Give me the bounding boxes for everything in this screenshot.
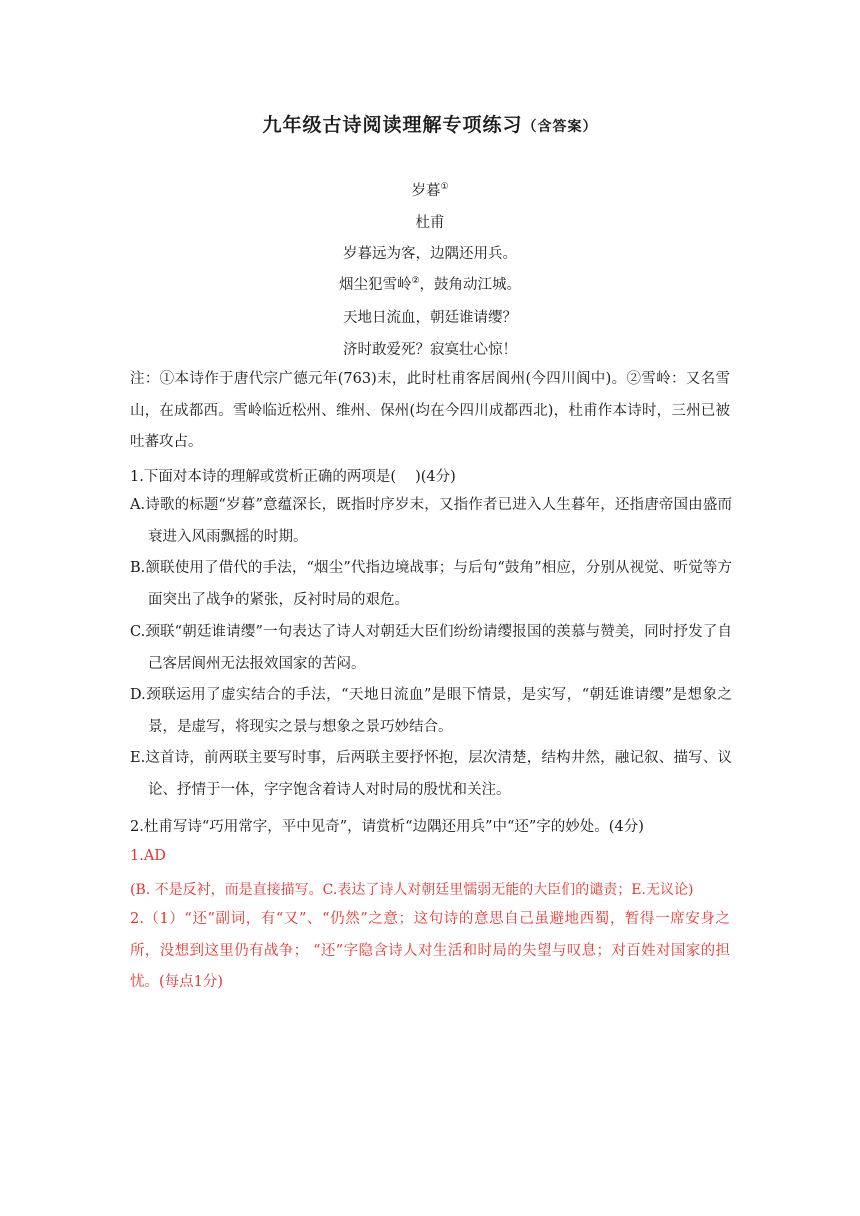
poem-title-note: ①	[440, 182, 449, 193]
poem-title: 岁暮①	[411, 182, 449, 199]
answer-1: 1.AD	[130, 848, 166, 864]
poem-line-2-note: ②	[411, 276, 420, 287]
answer-1-explanation: (B. 不是反衬，而是直接描写。C.表达了诗人对朝廷里懦弱无能的大臣们的谴责；E.无议论)	[130, 882, 694, 898]
question-1-stem: 1.下面对本诗的理解或赏析正确的两项是( )(4分)	[130, 469, 456, 485]
question-1-option-b: B.颔联使用了借代的手法，“烟尘”代指边境战事；与后句“鼓角”相应，分别从视觉、听觉等方面突出了战争的紧张，反衬时局的艰危。	[130, 560, 732, 608]
poem-line-1: 岁暮远为客，边隅还用兵。	[343, 246, 517, 262]
question-1-option-d: D.颈联运用了虚实结合的手法，“天地日流血”是眼下情景，是实写，“朝廷谁请缨”是想象之景，是虚写，将现实之景与想象之景巧妙结合。	[130, 687, 732, 735]
poem-line-4: 济时敢爱死？寂寞壮心惊！	[343, 342, 517, 358]
poem-line-3: 天地日流血，朝廷谁请缨？	[343, 310, 517, 326]
question-1-option-a: A.诗歌的标题“岁暮”意蕴深长，既指时序岁末，又指作者已进入人生暮年，还指唐帝国由盛而衰进入风雨飘摇的时期。	[130, 497, 732, 545]
question-1-option-c: C.颈联“朝廷谁请缨”一句表达了诗人对朝廷大臣们纷纷请缨报国的羡慕与赞美，同时抒发了自己客居阆州无法报效国家的苦闷。	[130, 624, 732, 672]
question-1-option-e: E.这首诗，前两联主要写时事，后两联主要抒怀抱，层次清楚，结构井然，融记叙、描写、议论、抒情于一体，字字饱含着诗人对时局的殷忧和关注。	[130, 750, 732, 798]
poem-author: 杜甫	[415, 215, 445, 231]
answer-2: 2.（1）“还”副词，有“又”、“仍然”之意；这句诗的意思自己虽避地西蜀，暂得一席安身之所，没想到这里仍有战争； “还”字隐含诗人对生活和时局的失望与叹息；对百姓对国家的担忧。(每点1分)	[130, 911, 730, 990]
page-title	[0, 110, 860, 137]
poem-line-2: 烟尘犯雪岭②，鼓角动江城。	[338, 276, 522, 293]
question-2-stem: 2.杜甫写诗“巧用常字，平中见奇”，请赏析“边隅还用兵”中“还”字的妙处。(4分)	[130, 819, 644, 835]
poem-notes: 注：①本诗作于唐代宗广德元年(763)末，此时杜甫客居阆州(今四川阆中)。②雪岭：又名雪山，在成都西。雪岭临近松州、维州、保州(均在今四川成都西北)，杜甫作本诗时，三州已被吐蕃攻占。	[130, 371, 730, 450]
title-suffix: （含答案）	[522, 119, 598, 135]
title-main: 九年级古诗阅读理解专项练习	[262, 114, 523, 136]
